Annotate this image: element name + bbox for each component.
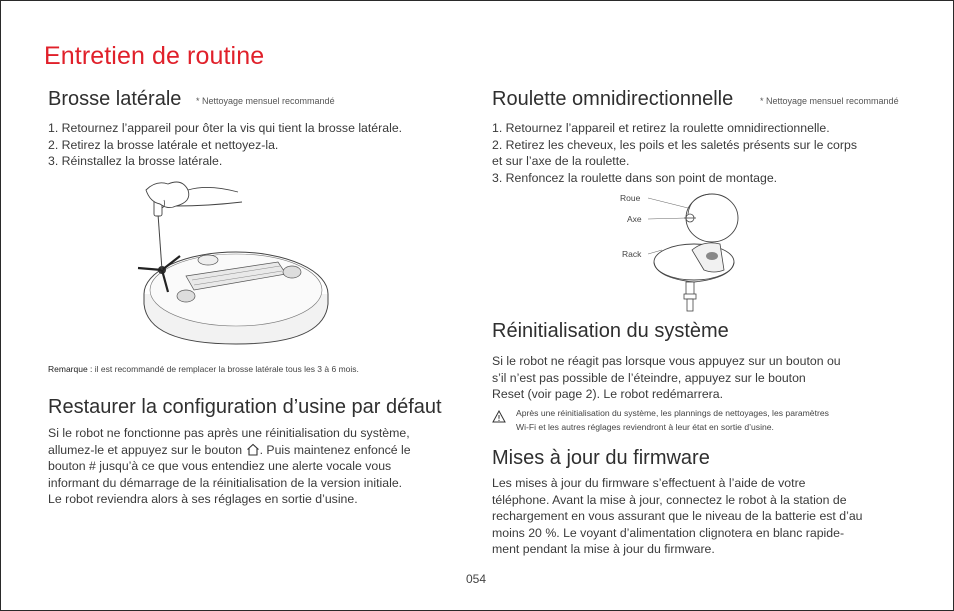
wheel-label-roue: Roue bbox=[620, 193, 641, 203]
brush-step: 2. Retirez la brosse latérale et nettoyez-la. bbox=[48, 137, 279, 152]
brush-heading: Brosse latérale bbox=[48, 88, 182, 110]
reset-line: Si le robot ne réagit pas lorsque vous appuyez sur un bouton ou bbox=[492, 354, 841, 368]
system-reset-text bbox=[492, 353, 841, 403]
brush-note: * Nettoyage mensuel recommandé bbox=[196, 96, 335, 106]
wheel-line: 1. Retournez l’appareil et retirez la roulette omnidirectionnelle. bbox=[492, 121, 830, 135]
remark-text: il est recommandé de remplacer la brosse latérale tous les 3 à 6 mois. bbox=[92, 364, 359, 374]
warning-line: Wi-Fi et les autres réglages reviendront à leur état en sortie d’usine. bbox=[516, 421, 774, 432]
caster-wheel-illustration bbox=[648, 190, 758, 315]
factory-line-part: allumez-le et appuyez sur le bouton bbox=[48, 442, 243, 457]
reset-line: s’il n’est pas possible de l’éteindre, appuyez sur le bouton bbox=[492, 370, 806, 385]
page-title: Entretien de routine bbox=[44, 42, 265, 70]
factory-line: Si le robot ne fonctionne pas après une réinitialisation du système, bbox=[48, 426, 410, 440]
home-icon bbox=[246, 443, 260, 456]
firmware-line: Les mises à jour du firmware s’effectuent à l’aide de votre bbox=[492, 476, 806, 490]
robot-vacuum-illustration bbox=[128, 176, 338, 346]
brush-step: 3. Réinstallez la brosse latérale. bbox=[48, 154, 223, 169]
brush-remark bbox=[48, 364, 359, 374]
factory-line: informant du démarrage de la réinitialisation de la version initiale. bbox=[48, 475, 403, 490]
wheel-line: et sur l’axe de la roulette. bbox=[492, 154, 630, 169]
brush-steps bbox=[48, 120, 402, 170]
factory-line-part: . Puis maintenez enfoncé le bbox=[259, 442, 411, 457]
wheel-label-rack: Rack bbox=[622, 249, 642, 259]
warning-line: Après une réinitialisation du système, les plannings de nettoyages, les paramètres bbox=[516, 408, 829, 418]
wheel-line: 2. Retirez les cheveux, les poils et les saletés présents sur le corps bbox=[492, 137, 857, 152]
factory-reset-text bbox=[48, 425, 411, 508]
warning-icon bbox=[492, 410, 506, 423]
brush-step: 1. Retournez l’appareil pour ôter la vis qui tient la brosse latérale. bbox=[48, 121, 403, 135]
factory-reset-heading: Restaurer la configuration d’usine par défaut bbox=[48, 396, 442, 418]
firmware-text bbox=[492, 475, 863, 558]
firmware-line: téléphone. Avant la mise à jour, connectez le robot à la station de bbox=[492, 492, 847, 507]
system-reset-heading: Réinitialisation du système bbox=[492, 320, 729, 342]
reset-line: Reset (voir page 2). Le robot redémarrera. bbox=[492, 387, 724, 402]
firmware-heading: Mises à jour du firmware bbox=[492, 447, 710, 469]
wheel-line: 3. Renfoncez la roulette dans son point de montage. bbox=[492, 170, 778, 185]
wheel-heading: Roulette omnidirectionnelle bbox=[492, 88, 734, 110]
wheel-label-axe: Axe bbox=[627, 214, 642, 224]
wheel-note: * Nettoyage mensuel recommandé bbox=[760, 96, 899, 106]
factory-line: Le robot reviendra alors à ses réglages en sortie d’usine. bbox=[48, 492, 358, 507]
page-number: 054 bbox=[466, 572, 487, 586]
factory-line bbox=[48, 442, 411, 459]
factory-line: bouton # jusqu’à ce que vous entendiez une alerte vocale vous bbox=[48, 459, 392, 474]
wheel-steps bbox=[492, 120, 857, 186]
firmware-line: rechargement en vous assurant que le niveau de la batterie est d’au bbox=[492, 509, 863, 524]
firmware-line: ment pendant la mise à jour du firmware. bbox=[492, 542, 715, 557]
firmware-line: moins 20 %. Le voyant d’alimentation clignotera en blanc rapide- bbox=[492, 525, 845, 540]
remark-label: Remarque : bbox=[48, 364, 93, 374]
